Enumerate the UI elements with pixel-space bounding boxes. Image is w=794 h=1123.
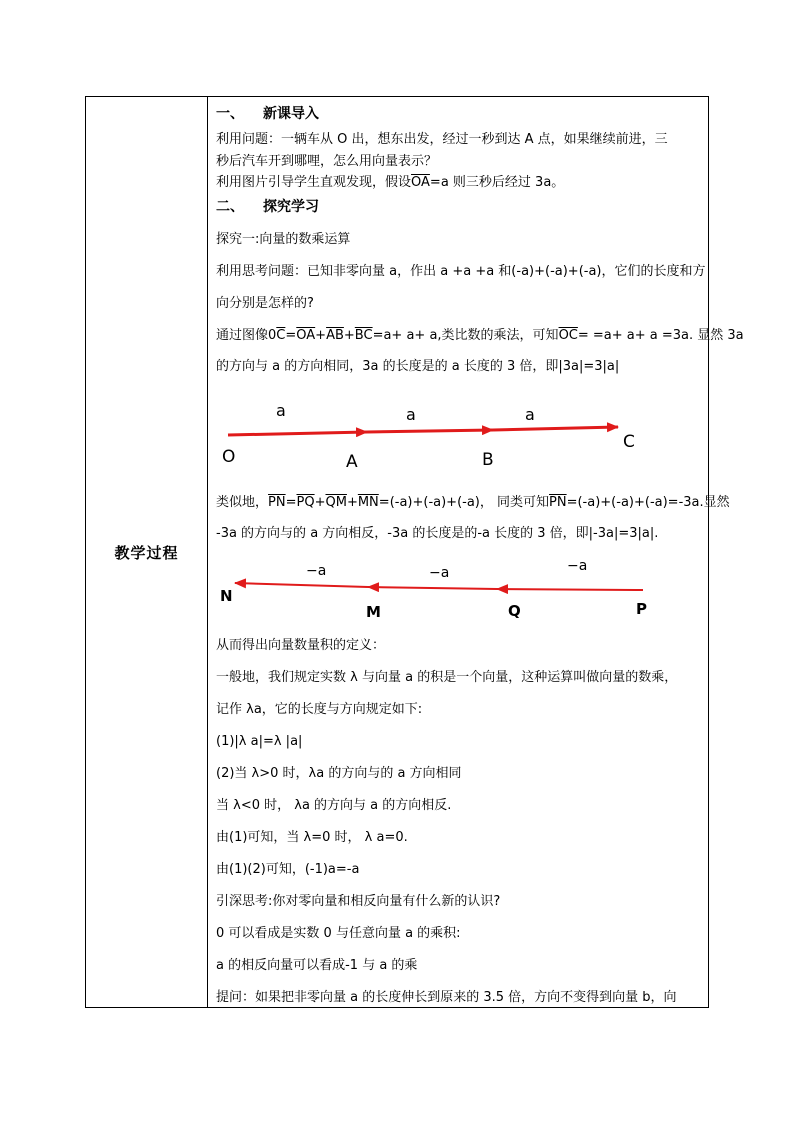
intro-line-1: 利用问题：一辆车从 O 出，想东出发，经过一秒到达 A 点，如果继续前进，三: [216, 132, 668, 147]
arrow-qm: [368, 587, 497, 589]
explore-question-2: 向分别是怎样的?: [216, 296, 314, 311]
lesson-table: [85, 96, 744, 1008]
p1-mid: =a+ a+ a,类比数的乘法，可知: [372, 328, 559, 343]
think-question: 引深思考:你对零向量和相反向量有什么新的认识?: [216, 894, 501, 909]
intro-line-3-text: 利用图片引导学生直观发现，假设: [216, 175, 412, 190]
rule-1: (1)|λ a|=λ |a|: [216, 734, 303, 749]
arrow-oa: [228, 432, 367, 435]
vector-diagram-positive: [216, 395, 706, 475]
sim-text: 类似地，: [216, 495, 269, 510]
intro-line-3-tail: =a 则三秒后经过 3a。: [429, 175, 565, 190]
section2-number: 二、: [216, 199, 244, 215]
arrow-ab: [367, 430, 493, 432]
sim-eq: =: [285, 495, 297, 510]
similar-line-1: [216, 495, 730, 511]
point-m: M: [366, 603, 381, 621]
row-label-cell: [86, 97, 207, 1007]
vector-pn-2: $\overline{PN}$: [549, 495, 567, 510]
vector-bc: $\overline{BC}$: [354, 328, 373, 343]
section2-title: 探究学习: [263, 199, 319, 215]
p1-eq: =: [285, 328, 297, 343]
sim-plus-2: +: [346, 495, 358, 510]
vector-c: $\overline{C}$: [276, 328, 286, 343]
sim-post: =(-a)+(-a)+(-a)=-3a.显然: [566, 495, 730, 510]
section1-number: 一、: [216, 106, 244, 122]
p1-plus-2: +: [343, 328, 355, 343]
row-label: 教学过程: [114, 543, 179, 562]
point-p: P: [636, 600, 647, 618]
definition-lead: 从而得出向量数量积的定义：: [216, 638, 386, 653]
vector-qm: $\overline{QM}$: [325, 495, 347, 510]
vector-oc: $\overline{OC}$: [558, 328, 578, 343]
explore-para-line-2: 的方向与 a 的方向相同，3a 的长度是的 a 长度的 3 倍，即|3a|=3|a|: [216, 359, 620, 374]
column-divider: [207, 97, 208, 1007]
section2-heading: [216, 199, 319, 215]
zero-vector-note: 0 可以看成是实数 0 与任意向量 a 的乘积:: [216, 926, 461, 941]
question-line: 提问：如果把非零向量 a 的长度伸长到原来的 3.5 倍，方向不变得到向量 b，向: [216, 990, 677, 1005]
label-neg-a-3: −a: [567, 558, 588, 574]
definition-line-2: 记作 λa，它的长度与方向规定如下:: [216, 702, 423, 717]
label-neg-a-2: −a: [429, 565, 450, 581]
rule-3: 当 λ<0 时， λa 的方向与 a 的方向相反.: [216, 798, 452, 813]
section1-heading: [216, 106, 319, 122]
arrow-pq: [497, 589, 643, 590]
intro-line-3: [216, 175, 564, 191]
p1-text: 通过图像0: [216, 328, 277, 343]
label-a-1: a: [276, 401, 286, 420]
explore-para-line-1: [216, 328, 744, 344]
vector-mn: $\overline{MN}$: [357, 495, 379, 510]
rule-5: 由(1)(2)可知，(-1)a=-a: [216, 862, 360, 877]
point-o: O: [222, 447, 236, 467]
vector-diagram-negative: [216, 555, 706, 627]
vector-oa: $\overline{OA}$: [411, 175, 430, 190]
opposite-vector-note: a 的相反向量可以看成-1 与 a 的乘: [216, 958, 418, 973]
p1-plus-1: +: [315, 328, 327, 343]
vector-pq: $\overline{PQ}$: [296, 495, 315, 510]
definition-line-1: 一般地，我们规定实数 λ 与向量 a 的积是一个向量，这种运算叫做向量的数乘，: [216, 670, 678, 685]
point-a: A: [346, 452, 358, 472]
rule-2: (2)当 λ>0 时，λa 的方向与的 a 方向相同: [216, 766, 462, 781]
vector-oa-2: $\overline{OA}$: [296, 328, 316, 343]
sim-mid: =(-a)+(-a)+(-a)， 同类可知: [378, 495, 550, 510]
arrow-mn: [235, 583, 368, 587]
point-q: Q: [508, 602, 521, 620]
label-a-2: a: [406, 405, 416, 424]
explore-heading: 探究一:向量的数乘运算: [216, 232, 351, 247]
point-c: C: [623, 432, 635, 452]
label-a-3: a: [525, 405, 535, 424]
explore-question-1: 利用思考问题：已知非零向量 a，作出 a +a +a 和(-a)+(-a)+(-a)，它们的长度和方: [216, 264, 706, 279]
p1-post: = =a+ a+ a =3a. 显然 3a: [577, 328, 744, 343]
section1-title: 新课导入: [263, 106, 319, 122]
arrow-bc: [493, 427, 618, 430]
similar-line-2: -3a 的方向与的 a 方向相反，-3a 的长度是的-a 长度的 3 倍，即|-3a|=3|a|.: [216, 526, 659, 541]
sim-plus-1: +: [314, 495, 326, 510]
vector-ab: $\overline{AB}$: [326, 328, 344, 343]
point-n: N: [220, 587, 233, 605]
point-b: B: [482, 450, 494, 470]
intro-line-2: 秒后汽车开到哪哩，怎么用向量表示？: [216, 154, 438, 169]
rule-4: 由(1)可知，当 λ=0 时， λ a=0.: [216, 830, 408, 845]
vector-pn: $\overline{PN}$: [268, 495, 286, 510]
label-neg-a-1: −a: [306, 563, 327, 579]
